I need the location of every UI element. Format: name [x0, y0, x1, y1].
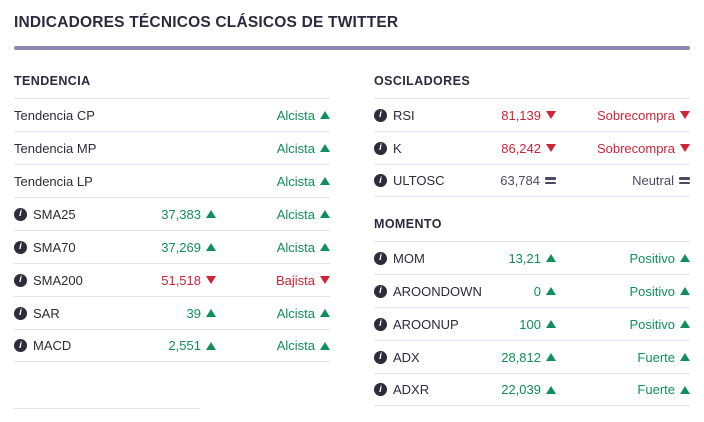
triangle-up-icon	[320, 177, 330, 185]
table-row[interactable]	[374, 274, 690, 307]
indicator-value: 39	[186, 305, 201, 321]
indicator-table	[374, 98, 690, 197]
indicator-value-cell	[486, 284, 572, 299]
column-left	[14, 68, 352, 406]
indicator-label: ULTOSC	[393, 173, 445, 188]
indicator-value-cell	[154, 240, 232, 255]
section-heading: MOMENTO	[374, 217, 442, 231]
indicator-signal: Alcista	[276, 206, 315, 222]
indicator-signal: Alcista	[276, 338, 315, 353]
indicator-label: RSI	[393, 107, 415, 123]
indicator-value-cell	[486, 251, 572, 266]
indicator-value-cell	[486, 141, 572, 156]
triangle-down-icon	[206, 276, 216, 284]
indicator-value-cell	[154, 306, 232, 321]
indicator-table	[14, 98, 330, 362]
table-row[interactable]	[374, 307, 690, 340]
triangle-up-icon	[320, 243, 330, 251]
section-heading: OSCILADORES	[374, 74, 471, 88]
info-icon[interactable]: i	[14, 241, 27, 254]
info-icon[interactable]: i	[14, 208, 27, 221]
indicator-signal: Neutral	[632, 173, 674, 188]
indicator-signal: Positivo	[629, 250, 675, 266]
indicator-value: 63,784	[500, 173, 540, 188]
indicator-name-cell	[374, 382, 486, 397]
triangle-up-icon	[546, 254, 556, 262]
indicator-signal-cell	[232, 273, 330, 288]
indicator-signal-cell	[572, 141, 690, 156]
indicator-name-cell	[374, 251, 486, 266]
indicator-value: 100	[519, 316, 541, 332]
triangle-up-icon	[206, 210, 216, 218]
triangle-down-icon	[680, 111, 690, 119]
indicator-signal-cell	[232, 141, 330, 156]
indicator-signal-cell	[232, 207, 330, 222]
indicator-name-cell	[14, 207, 154, 222]
indicator-value: 0	[533, 283, 541, 299]
column-right	[352, 68, 690, 406]
indicator-signal: Positivo	[629, 316, 675, 332]
indicator-signal: Alcista	[276, 305, 315, 321]
indicator-value-cell	[486, 350, 572, 365]
indicator-value-cell	[154, 338, 232, 353]
triangle-up-icon	[680, 287, 690, 295]
triangle-up-icon	[320, 144, 330, 152]
triangle-down-icon	[546, 111, 556, 119]
indicator-columns	[0, 68, 704, 406]
equals-icon	[679, 176, 690, 185]
info-icon[interactable]: i	[374, 174, 387, 187]
indicator-signal-cell	[572, 350, 690, 365]
indicator-signal-cell	[572, 108, 690, 123]
title-divider	[14, 46, 690, 50]
indicator-table	[374, 241, 690, 406]
triangle-up-icon	[206, 309, 216, 317]
table-row[interactable]	[14, 329, 330, 362]
indicator-value-cell	[486, 317, 572, 332]
indicator-name-cell	[374, 141, 486, 156]
indicator-value: 13,21	[508, 250, 541, 266]
indicator-value: 37,383	[161, 206, 201, 222]
indicator-label: K	[393, 140, 402, 156]
section-heading: TENDENCIA	[14, 74, 91, 88]
indicator-signal: Bajista	[275, 272, 315, 288]
indicator-value: 22,039	[501, 382, 541, 397]
table-row[interactable]	[374, 98, 690, 131]
indicator-value: 51,518	[161, 272, 201, 288]
indicator-label: MOM	[393, 250, 425, 266]
indicator-value: 81,139	[501, 107, 541, 123]
info-icon[interactable]: i	[374, 285, 387, 298]
info-icon[interactable]: i	[374, 142, 387, 155]
indicator-signal: Sobrecompra	[596, 140, 675, 156]
indicator-label: SMA25	[33, 206, 76, 222]
indicator-label: SAR	[33, 305, 60, 321]
table-row[interactable]	[374, 241, 690, 274]
indicator-signal-cell	[572, 251, 690, 266]
indicator-label: AROONUP	[393, 316, 459, 332]
indicator-signal: Alcista	[276, 239, 315, 255]
indicator-value: 37,269	[161, 239, 201, 255]
table-row[interactable]	[14, 164, 330, 197]
table-row[interactable]	[14, 263, 330, 296]
triangle-up-icon	[680, 320, 690, 328]
table-row[interactable]	[14, 296, 330, 329]
indicator-signal: Positivo	[629, 283, 675, 299]
info-icon[interactable]: i	[374, 109, 387, 122]
indicator-value-cell	[154, 273, 232, 288]
info-icon[interactable]: i	[374, 351, 387, 364]
indicator-name-cell	[374, 350, 486, 365]
indicator-value: 86,242	[501, 140, 541, 156]
indicator-signal-cell	[232, 306, 330, 321]
indicator-signal: Sobrecompra	[596, 107, 675, 123]
triangle-up-icon	[680, 254, 690, 262]
indicator-value: 28,812	[501, 349, 541, 365]
indicator-signal: Fuerte	[637, 382, 675, 397]
indicator-label: Tendencia MP	[14, 140, 97, 156]
indicator-label: MACD	[33, 338, 72, 353]
indicator-name-cell	[14, 174, 154, 189]
indicator-name-cell	[374, 173, 486, 188]
indicator-signal-cell	[232, 174, 330, 189]
indicator-value: 2,551	[168, 338, 201, 353]
indicator-label: AROONDOWN	[393, 283, 482, 299]
table-row[interactable]	[14, 197, 330, 230]
indicator-label: SMA70	[33, 239, 76, 255]
triangle-down-icon	[680, 144, 690, 152]
triangle-up-icon	[320, 342, 330, 350]
table-row[interactable]	[374, 340, 690, 373]
indicator-signal-cell	[232, 338, 330, 353]
table-row[interactable]	[14, 98, 330, 131]
indicator-signal-cell	[572, 284, 690, 299]
indicator-name-cell	[14, 338, 154, 353]
indicator-name-cell	[14, 141, 154, 156]
info-icon[interactable]: i	[374, 383, 387, 396]
indicator-name-cell	[374, 284, 486, 299]
indicator-signal-cell	[232, 108, 330, 123]
info-icon[interactable]: i	[374, 318, 387, 331]
table-row[interactable]	[374, 131, 690, 164]
triangle-up-icon	[320, 309, 330, 317]
indicator-signal-cell	[572, 382, 690, 397]
indicator-label: Tendencia CP	[14, 107, 95, 123]
table-row[interactable]	[14, 230, 330, 263]
indicator-name-cell	[374, 317, 486, 332]
indicator-signal: Alcista	[276, 173, 315, 189]
triangle-up-icon	[206, 342, 216, 350]
info-icon[interactable]: i	[14, 307, 27, 320]
triangle-up-icon	[320, 210, 330, 218]
indicator-value-cell	[486, 382, 572, 397]
indicator-value-cell	[486, 108, 572, 123]
table-bottom-divider	[14, 408, 200, 409]
triangle-up-icon	[546, 287, 556, 295]
triangle-down-icon	[320, 276, 330, 284]
indicator-signal: Alcista	[276, 140, 315, 156]
triangle-up-icon	[320, 111, 330, 119]
indicator-name-cell	[14, 273, 154, 288]
triangle-up-icon	[680, 386, 690, 394]
info-icon[interactable]: i	[374, 252, 387, 265]
table-row[interactable]	[14, 131, 330, 164]
indicator-name-cell	[14, 240, 154, 255]
indicator-label: SMA200	[33, 272, 83, 288]
info-icon[interactable]: i	[14, 274, 27, 287]
indicator-label: ADXR	[393, 382, 430, 397]
indicator-name-cell	[14, 108, 154, 123]
triangle-up-icon	[680, 353, 690, 361]
triangle-up-icon	[546, 353, 556, 361]
indicator-name-cell	[14, 306, 154, 321]
table-row[interactable]	[374, 373, 690, 406]
indicator-signal: Fuerte	[637, 349, 675, 365]
info-icon[interactable]: i	[14, 339, 27, 352]
table-row[interactable]	[374, 164, 690, 197]
equals-icon	[545, 176, 556, 185]
indicator-label: ADX	[393, 349, 420, 365]
indicator-signal-cell	[572, 317, 690, 332]
indicator-signal-cell	[232, 240, 330, 255]
triangle-down-icon	[546, 144, 556, 152]
indicator-value-cell	[486, 173, 572, 188]
triangle-up-icon	[546, 320, 556, 328]
indicator-signal-cell	[572, 173, 690, 188]
indicator-name-cell	[374, 108, 486, 123]
indicator-value-cell	[154, 207, 232, 222]
triangle-up-icon	[546, 386, 556, 394]
indicator-label: Tendencia LP	[14, 173, 93, 189]
triangle-up-icon	[206, 243, 216, 251]
page-title: INDICADORES TÉCNICOS CLÁSICOS DE TWITTER	[14, 14, 399, 31]
indicator-signal: Alcista	[276, 107, 315, 123]
